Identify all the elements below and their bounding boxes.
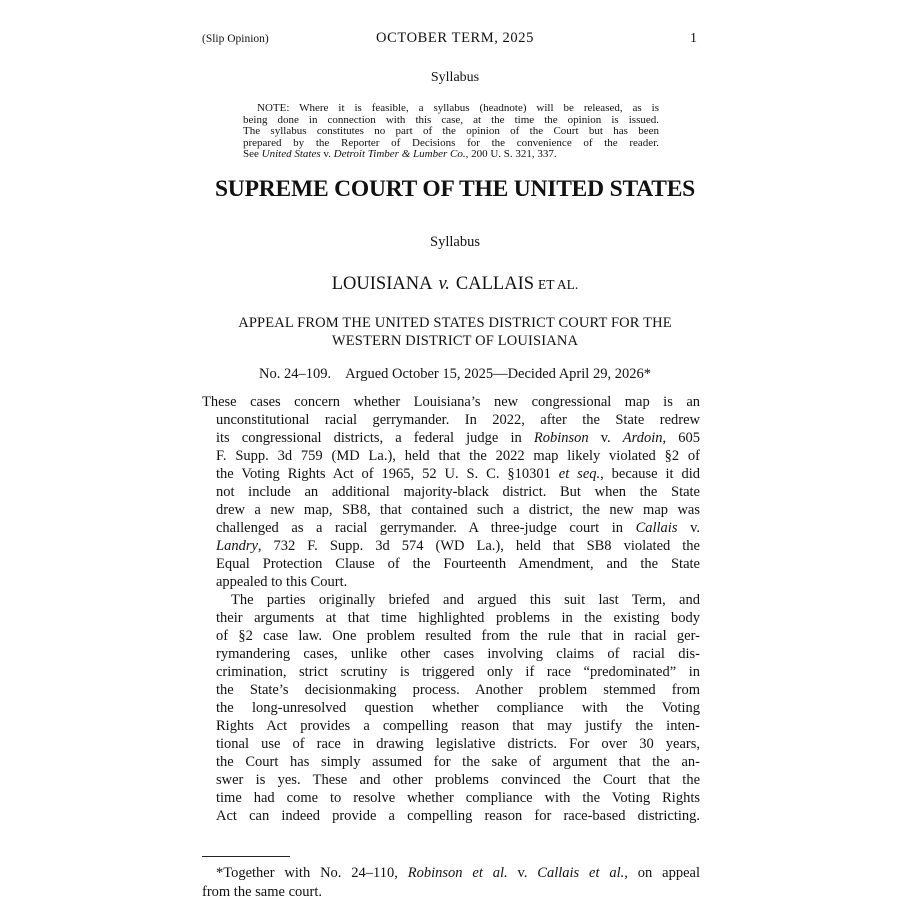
versus: v. bbox=[438, 274, 450, 294]
et-seq: et seq. bbox=[558, 466, 601, 482]
body-line: These cases concern whether Louisiana’s new congressional map is an bbox=[202, 394, 700, 410]
case-name: Ardoin bbox=[622, 430, 663, 446]
note-line-citation bbox=[243, 149, 659, 161]
case-name: Landry bbox=[216, 538, 258, 554]
case-name: Robinson et al. bbox=[407, 865, 508, 881]
note-citation: , 200 U. S. 321, 337. bbox=[465, 148, 557, 160]
body-line: the Voting Rights Act of 1965, 52 U. S. C. §10301 et seq., because it did bbox=[216, 466, 700, 482]
footnote-line: *Together with No. 24–110, Robinson et al. v. Callais et al., on appeal bbox=[216, 865, 700, 881]
body-line: rymandering cases, unlike other cases involving claims of racial dis- bbox=[216, 646, 700, 662]
syllabus-heading-top: Syllabus bbox=[430, 70, 480, 85]
footnote-divider bbox=[202, 856, 290, 857]
body-line: The parties originally briefed and argued this suit last Term, and bbox=[231, 592, 700, 608]
body-line: Equal Protection Clause of the Fourteenth Amendment, and the State bbox=[216, 556, 700, 572]
body-line: Rights Act provides a compelling reason that may justify the inten- bbox=[216, 718, 700, 734]
party-a: LOUISIANA bbox=[331, 274, 433, 294]
party-b: CALLAIS bbox=[455, 274, 535, 294]
note-see: See bbox=[243, 148, 262, 160]
case-name: Robinson bbox=[533, 430, 589, 446]
note-line: being done in connection with this case, at the time the opinion is issued. bbox=[243, 113, 659, 126]
body-line: appealed to this Court. bbox=[216, 574, 348, 590]
body-line: unconstitutional racial gerrymander. In 2022, after the State redrew bbox=[216, 412, 700, 428]
slip-opinion-label: (Slip Opinion) bbox=[202, 33, 269, 45]
court-title: SUPREME COURT OF THE UNITED STATES bbox=[214, 176, 696, 202]
note-case-party-a: United States bbox=[261, 148, 321, 160]
note-versus: v. bbox=[320, 148, 334, 160]
body-line: swer is yes. These and other problems convinced the Court that the bbox=[216, 772, 700, 788]
note-line: NOTE: Where it is feasible, a syllabus (headnote) will be released, as is bbox=[257, 102, 659, 114]
case-title bbox=[0, 274, 910, 295]
syllabus-heading: Syllabus bbox=[430, 234, 480, 250]
body-line: time had come to resolve whether compliance with the Voting Rights bbox=[216, 790, 700, 806]
body-line: challenged as a racial gerrymander. A three-judge court in Callais v. bbox=[216, 520, 700, 536]
term-year: 2025 bbox=[502, 30, 534, 46]
body-line: Act can indeed provide a compelling reason for race-based districting. bbox=[216, 808, 700, 824]
body-line: the Court has simply assumed for the sake of argument that the an- bbox=[216, 754, 700, 770]
body-line: F. Supp. 3d 759 (MD La.), held that the 2022 map likely violated §2 of bbox=[216, 448, 700, 464]
body-line: the State’s decisionmaking process. Another problem stemmed from bbox=[216, 682, 700, 698]
et-al: ET AL. bbox=[538, 277, 579, 292]
appeal-heading bbox=[0, 314, 910, 350]
note-line: prepared by the Reporter of Decisions for the convenience of the reader. bbox=[243, 136, 659, 149]
appeal-line-2: WESTERN DISTRICT OF LOUISIANA bbox=[331, 333, 579, 349]
body-line: of §2 case law. One problem resulted from the rule that in racial ger- bbox=[216, 628, 700, 644]
page-number: 1 bbox=[690, 31, 697, 46]
body-line: its congressional districts, a federal judge in Robinson v. Ardoin, 605 bbox=[216, 430, 700, 446]
body-line: Landry, 732 F. Supp. 3d 574 (WD La.), held that SB8 violated the bbox=[216, 538, 700, 554]
headnote-notice bbox=[243, 103, 659, 161]
body-line: drew a new map, SB8, that contained such a district, the new map was bbox=[216, 502, 700, 518]
note-case-party-b: Detroit Timber & Lumber Co. bbox=[333, 148, 466, 160]
case-name: Callais bbox=[635, 520, 678, 536]
syllabus-body bbox=[202, 393, 700, 825]
footnote bbox=[202, 864, 700, 902]
body-line: not include an additional majority-black district. But when the State bbox=[216, 484, 700, 500]
term-label: OCTOBER TERM, bbox=[376, 30, 499, 46]
note-line: The syllabus constitutes no part of the opinion of the Court but has been bbox=[243, 125, 659, 137]
footnote-line: from the same court. bbox=[202, 884, 322, 900]
argued-decided-dates: Argued October 15, 2025—Decided April 29, 2026* bbox=[345, 366, 651, 382]
body-line: tional use of race in drawing legislative districts. For over 30 years, bbox=[216, 736, 700, 752]
body-line: the long-unresolved question whether compliance with the Voting bbox=[216, 700, 700, 716]
running-header bbox=[0, 30, 910, 47]
body-line: their arguments at that time highlighted problems in the existing body bbox=[216, 610, 700, 626]
docket-number: No. 24–109. bbox=[259, 366, 332, 382]
docket-line bbox=[0, 366, 910, 383]
appeal-line-1: APPEAL FROM THE UNITED STATES DISTRICT COURT FOR THE bbox=[238, 315, 672, 331]
body-line: crimination, strict scrutiny is triggered only if race “predominated” in bbox=[216, 664, 700, 680]
case-name: Callais et al. bbox=[537, 865, 625, 881]
